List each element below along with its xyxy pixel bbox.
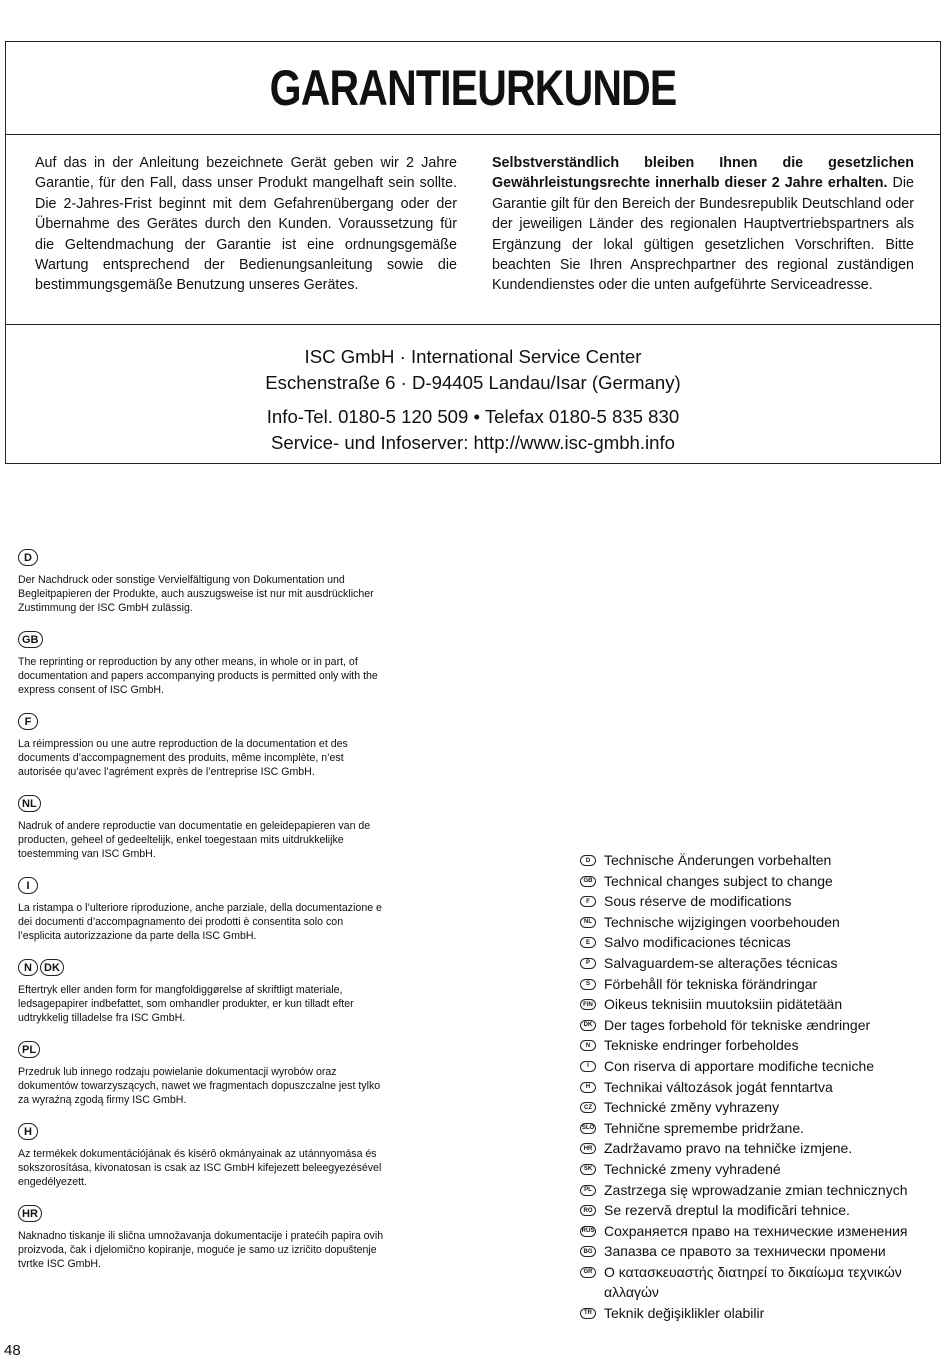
notice-badges	[18, 1041, 388, 1061]
warranty-box	[5, 41, 941, 464]
country-badge: DK	[40, 959, 64, 976]
country-badge: TR	[580, 1308, 596, 1319]
address-line-company: ISC GmbH · International Service Center	[304, 346, 642, 367]
change-text: Tehnične spremembe pridržane.	[604, 1119, 804, 1136]
notice-badges	[18, 1205, 388, 1225]
contact-block	[6, 404, 940, 456]
change-item	[580, 1056, 940, 1077]
change-item	[580, 1097, 940, 1118]
notice-badges	[18, 1123, 388, 1143]
country-badge: FIN	[580, 999, 596, 1010]
change-item	[580, 1200, 940, 1221]
change-text: Oikeus teknisiin muutoksiin pidätetään	[604, 996, 843, 1013]
country-badge: RO	[580, 1205, 596, 1216]
warranty-rest-text: Die Garantie gilt für den Bereich der Bundesrepublik Deutschland oder der jeweiligen Länder des regionalen Hauptvertriebspartners als Ergänzung der lokal gültigen gesetzlichen Vorschriften. Bitte beachten Sie Ihren Ansprechpartner des regional zuständigen Kundendienstes oder die unten aufgeführte Serviceadresse.	[492, 175, 914, 294]
notice-badges	[18, 631, 388, 651]
address-block	[6, 344, 940, 396]
page-title: GARANTIEURKUNDE	[269, 60, 677, 116]
address-line-web: Service- und Infoserver: http://www.isc-gmbh.info	[270, 432, 676, 453]
change-text: Technische wijzigingen voorbehouden	[604, 913, 840, 930]
change-item	[580, 871, 940, 892]
notice-text: Przedruk lub innego rodzaju powielanie dokumentacji wyrobów oraz dokumentów towarzyszących, nawet we fragmentach dopuszczalne jest tylko za wyraźną zgodą firmy ISC GmbH.	[18, 1066, 381, 1106]
notice-item	[18, 795, 388, 861]
notice-text: Nadruk of andere reproductie van documentatie en geleidepapieren van de producten, geheel of gedeeltelijk, enkel toegestaan mits uitdrukkelijke toestemming van ISC GmbH.	[18, 820, 371, 860]
warranty-text-row	[6, 134, 940, 325]
change-item	[580, 1159, 940, 1180]
country-badge: SLO	[580, 1123, 596, 1134]
change-text: Ο κατασκευαστής διατηρεί το δικαίωμα τεχνικών αλλαγών	[604, 1263, 902, 1301]
country-badge: HR	[580, 1143, 596, 1154]
country-badge: S	[580, 979, 596, 990]
country-badge: D	[580, 855, 596, 866]
change-item	[580, 994, 940, 1015]
notice-badges	[18, 877, 388, 897]
change-item	[580, 1303, 940, 1324]
change-item	[580, 912, 940, 933]
address-line-phone: Info-Tel. 0180-5 120 509 • Telefax 0180-5 835 830	[266, 406, 680, 427]
change-text: Запазва се правото за технически промени	[604, 1243, 886, 1260]
notice-badges	[18, 549, 388, 569]
notice-item	[18, 877, 388, 943]
country-badge: PL	[580, 1185, 596, 1196]
warranty-bold-text: Selbstverständlich bleiben Ihnen die gesetzlichen Gewährleistungsrechte innerhalb dieser 2 Jahre erhalten.	[492, 155, 914, 192]
change-text: Con riserva di apportare modifiche tecniche	[604, 1057, 875, 1074]
country-badge: RUS	[580, 1226, 596, 1237]
notice-item	[18, 1205, 388, 1271]
change-item	[580, 974, 940, 995]
address-line-street: Eschenstraße 6 · D-94405 Landau/Isar (Germany)	[265, 372, 681, 393]
page-number: 48	[4, 1342, 21, 1359]
country-badge: N	[18, 959, 38, 976]
country-badge: N	[580, 1040, 596, 1051]
change-item	[580, 1241, 940, 1262]
technical-changes-list	[580, 850, 940, 1323]
change-item	[580, 891, 940, 912]
country-badge: DK	[580, 1020, 596, 1031]
country-badge: P	[580, 958, 596, 969]
change-text: Se rezervă dreptul la modificări tehnice.	[604, 1202, 850, 1219]
country-badge: NL	[18, 795, 41, 812]
change-item	[580, 1221, 940, 1242]
change-text: Technikai változások jogát fenntartva	[604, 1078, 833, 1095]
country-badge: I	[18, 877, 38, 894]
country-badge: H	[18, 1123, 38, 1140]
country-badge: SK	[580, 1164, 596, 1175]
country-badge: F	[18, 713, 38, 730]
country-badge: HR	[18, 1205, 42, 1222]
notice-item	[18, 713, 388, 779]
change-text: Salvaguardem-se alterações técnicas	[604, 954, 838, 971]
notice-text: La ristampa o l’ulteriore riproduzione, anche parziale, della documentazione e dei documenti d’accompagnamento dei prodotti è consentita solo con l’esplicita autorizzazione da parte della ISC GmbH.	[18, 902, 382, 942]
country-badge: BG	[580, 1246, 596, 1257]
notice-badges	[18, 795, 388, 815]
change-item	[580, 1077, 940, 1098]
notice-item	[18, 1123, 388, 1189]
notice-item	[18, 549, 388, 615]
change-text: Technical changes subject to change	[604, 872, 833, 889]
notice-badges	[18, 713, 388, 733]
notice-item	[18, 1041, 388, 1107]
change-text: Technische Änderungen vorbehalten	[604, 852, 832, 868]
change-text: Technické změny vyhrazeny	[604, 1099, 780, 1116]
notice-item	[18, 631, 388, 697]
warranty-text-right	[492, 153, 914, 296]
notice-text: Der Nachdruck oder sonstige Vervielfältigung von Dokumentation und Begleitpapieren der Produkte, auch auszugsweise ist nur mit ausdrücklicher Zustimmung der ISC GmbH zulässig.	[18, 574, 374, 614]
country-badge: CZ	[580, 1102, 596, 1113]
change-text: Tekniske endringer forbeholdes	[604, 1037, 799, 1054]
change-text: Zadržavamo pravo na tehničke izmjene.	[604, 1140, 853, 1157]
change-item	[580, 1262, 940, 1303]
notice-text: Naknadno tiskanje ili slična umnožavanja dokumentacije i pratećih papira ovih proizvoda, čak i djelomično kopiranje, moguće je samo uz izričito dopuštenje tvrtke ISC GmbH.	[18, 1230, 384, 1270]
notice-badges	[18, 959, 388, 979]
notice-item	[18, 959, 388, 1025]
service-address	[6, 324, 940, 463]
notice-text: Eftertryk eller anden form for mangfoldiggørelse af skriftligt materiale, ledsagepapirer indbefattet, som omhandler produkter, er kun tilladt efter udtrykkelig tilladelse fra ISC GmbH.	[18, 984, 354, 1024]
warranty-text-left: Auf das in der Anleitung bezeichnete Gerät geben wir 2 Jahre Garantie, für den Fall, dass unser Produkt mangelhaft sein sollte. Die 2-Jahres-Frist beginnt mit dem Gefahrenübergang oder der Übernahme des Gerätes durch den Kunden. Voraussetzung für die Geltendmachung der Garantie ist eine ordnungsgemäße Wartung entsprechend der Bedienungsanleitung sowie die bestimmungsgemäße Benutzung unseres Gerätes.	[35, 155, 457, 294]
country-badge: PL	[18, 1041, 40, 1058]
country-badge: H	[580, 1082, 596, 1093]
country-badge: GB	[18, 631, 43, 648]
country-badge: E	[580, 937, 596, 948]
change-item	[580, 850, 940, 871]
change-item	[580, 1138, 940, 1159]
country-badge: I	[580, 1061, 596, 1072]
title-row	[6, 42, 940, 135]
reprint-notices	[18, 549, 388, 1287]
change-item	[580, 1035, 940, 1056]
notice-text: Az termékek dokumentációjának és kisérô okmányainak az utánnyomása és sokszorosítása, kivonatosan is csak az ISC GmbH kifejezett beleegyezésével engedélyezett.	[18, 1148, 382, 1188]
country-badge: D	[18, 549, 38, 566]
change-item	[580, 953, 940, 974]
change-text: Сохраняется право на технические изменения	[604, 1222, 908, 1239]
country-badge: GB	[580, 876, 596, 887]
change-text: Salvo modificaciones técnicas	[604, 934, 791, 951]
notice-text: La réimpression ou une autre reproduction de la documentation et des documents d’accompagnement des produits, même incomplète, n’est autorisée qu’avec l’agrément exprès de l’entreprise ISC GmbH.	[18, 738, 348, 778]
change-text: Zastrzega się wprowadzanie zmian technicznych	[604, 1181, 908, 1198]
change-text: Förbehåll för tekniska förändringar	[604, 975, 818, 992]
change-item	[580, 1015, 940, 1036]
country-badge: GR	[580, 1267, 596, 1278]
change-text: Teknik değişiklikler olabilir	[604, 1304, 765, 1321]
country-badge: NL	[580, 917, 596, 928]
change-item	[580, 1118, 940, 1139]
change-text: Technické zmeny vyhradené	[604, 1160, 781, 1177]
change-text: Der tages forbehold för tekniske ændringer	[604, 1016, 871, 1033]
change-text: Sous réserve de modifications	[604, 893, 792, 910]
country-badge: F	[580, 896, 596, 907]
change-item	[580, 932, 940, 953]
notice-text: The reprinting or reproduction by any other means, in whole or in part, of documentation and papers accompanying products is permitted only with the express consent of ISC GmbH.	[18, 656, 378, 696]
change-item	[580, 1180, 940, 1201]
